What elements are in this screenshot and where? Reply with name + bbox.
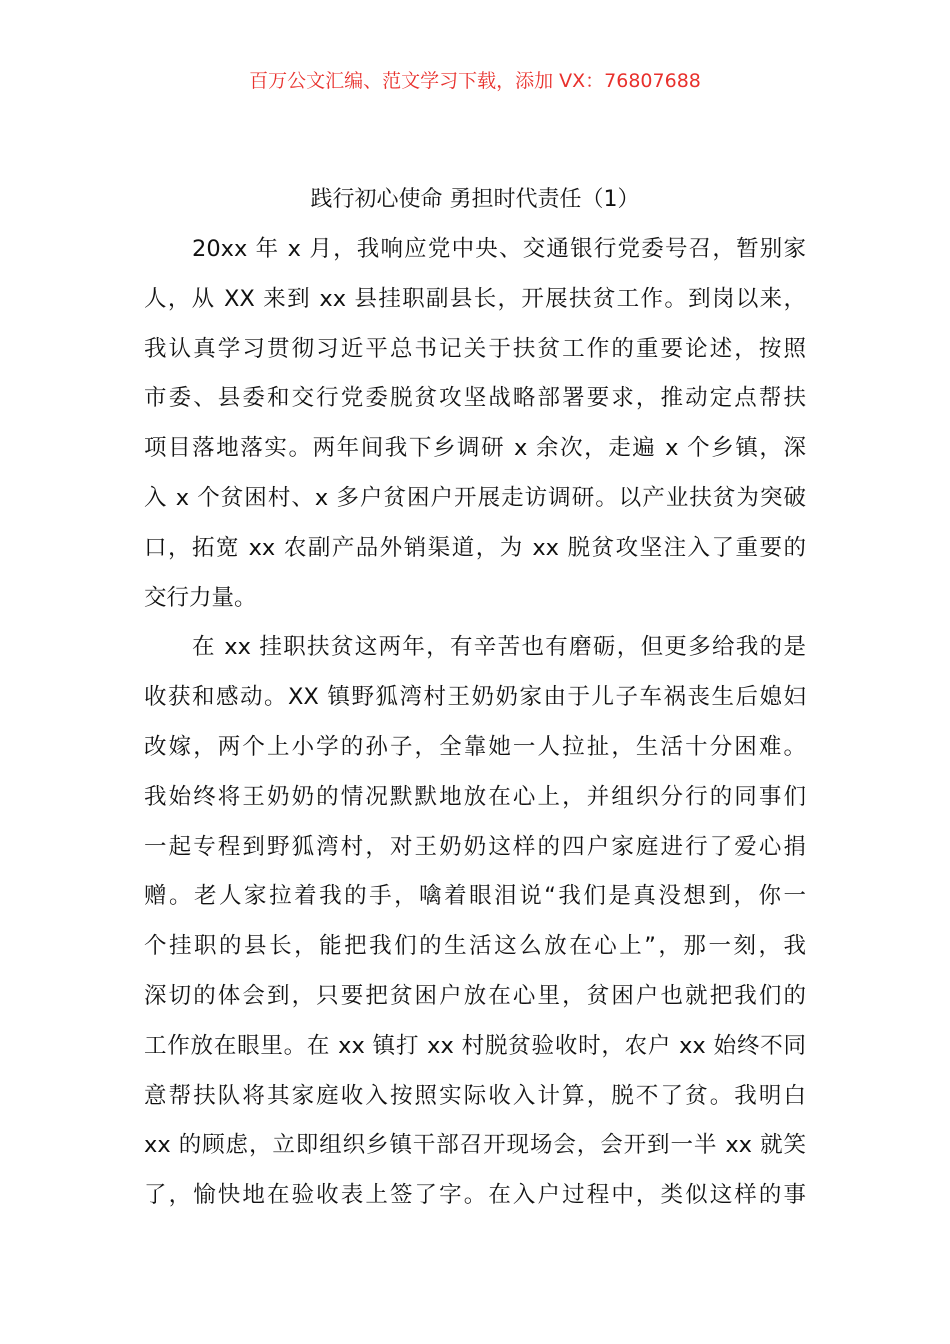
document-body	[144, 225, 806, 1221]
paragraph-line: 市委、县委和交行党委脱贫攻坚战略部署要求，推动定点帮扶	[144, 385, 806, 412]
paragraph-line: 人，从 XX 来到 xx 县挂职副县长，开展扶贫工作。到岗以来，	[144, 285, 806, 312]
paragraph-line: 个挂职的县长，能把我们的生活这么放在心上”，那一刻，我	[144, 933, 806, 960]
paragraph-line: 项目落地落实。两年间我下乡调研 x 余次，走遍 x 个乡镇，深	[144, 435, 806, 462]
paragraph-line: 收获和感动。XX 镇野狐湾村王奶奶家由于儿子车祸丧生后媳妇	[144, 684, 806, 711]
paragraph-line: 交行力量。	[144, 584, 257, 611]
document-title: 践行初心使命 勇担时代责任（1）	[310, 187, 640, 212]
paragraph-line: 20xx 年 x 月，我响应党中央、交通银行党委号召，暂别家	[192, 236, 806, 262]
paragraph-line: xx 的顾虑，立即组织乡镇干部召开现场会，会开到一半 xx 就笑	[144, 1132, 806, 1159]
paragraph-line: 工作放在眼里。在 xx 镇打 xx 村脱贫验收时，农户 xx 始终不同	[144, 1032, 806, 1059]
paragraph-line: 深切的体会到，只要把贫困户放在心里，贫困户也就把我们的	[144, 982, 806, 1009]
paragraph-line: 赠。老人家拉着我的手，噙着眼泪说“我们是真没想到，你一	[144, 883, 806, 910]
paragraph-line: 一起专程到野狐湾村，对王奶奶这样的四户家庭进行了爱心捐	[144, 833, 806, 860]
paragraph-line: 在 xx 挂职扶贫这两年，有辛苦也有磨砺，但更多给我的是	[192, 634, 806, 661]
paragraph-line: 我始终将王奶奶的情况默默地放在心上，并组织分行的同事们	[144, 783, 806, 810]
paragraph-line: 改嫁，两个上小学的孙子，全靠她一人拉扯，生活十分困难。	[144, 733, 806, 760]
paragraph-line: 入 x 个贫困村、x 多户贫困户开展走访调研。以产业扶贫为突破	[144, 484, 806, 511]
paragraph-line: 意帮扶队将其家庭收入按照实际收入计算，脱不了贫。我明白	[144, 1082, 806, 1109]
paragraph-line: 我认真学习贯彻习近平总书记关于扶贫工作的重要论述，按照	[144, 335, 806, 362]
paragraph-line: 了，愉快地在验收表上签了字。在入户过程中，类似这样的事	[144, 1182, 806, 1209]
paragraph-line: 口，拓宽 xx 农副产品外销渠道，为 xx 脱贫攻坚注入了重要的	[144, 534, 806, 561]
watermark-header: 百万公文汇编、范文学习下载，添加 VX：76807688	[249, 70, 701, 92]
